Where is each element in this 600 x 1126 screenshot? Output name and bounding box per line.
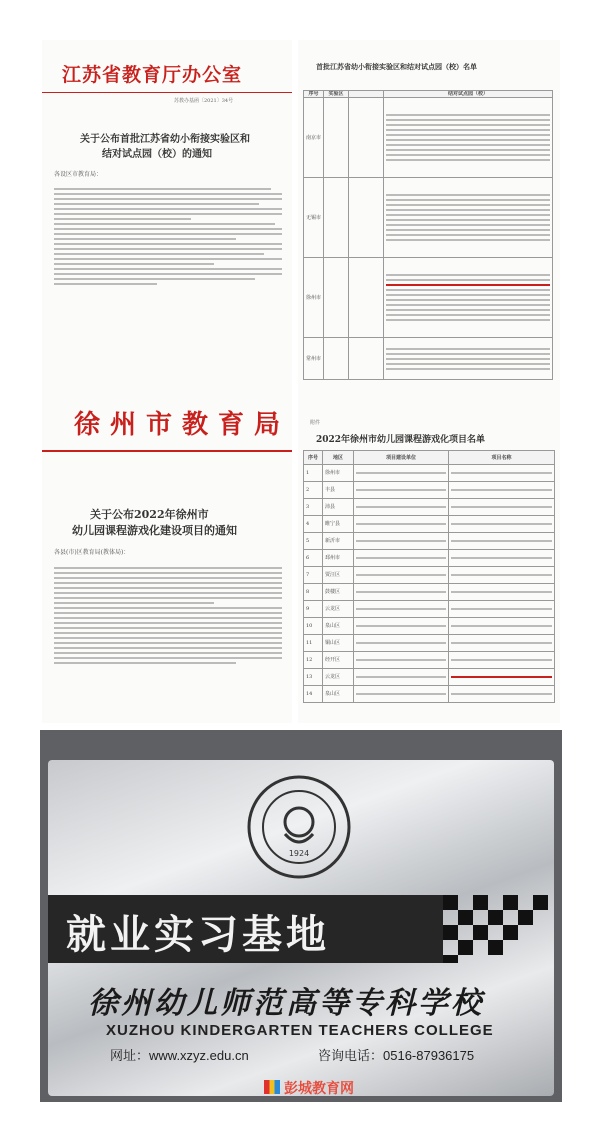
document-jiangsu-notice	[42, 40, 292, 405]
city-cell: 无锡市	[304, 178, 324, 258]
header-cell: 地区	[323, 451, 354, 465]
checker-decoration	[443, 895, 554, 963]
region-cell: 云龙区	[323, 669, 354, 686]
table-row: 4 睢宁县	[304, 516, 555, 533]
table-row	[304, 178, 553, 258]
xuzhou-list-title: 2022年徐州市幼儿园课程游戏化项目名单	[316, 435, 486, 445]
table-row: 6 邳州市	[304, 550, 555, 567]
header-cell: 项目建设单位	[354, 451, 449, 465]
school-name-en: XUZHOU KINDERGARTEN TEACHERS COLLEGE	[106, 1022, 494, 1039]
region-cell: 新沂市	[323, 533, 354, 550]
region-cell: 铜山区	[323, 635, 354, 652]
header-cell: 序号	[304, 91, 324, 98]
table-row: 12 经开区	[304, 652, 555, 669]
document-xuzhou-notice	[42, 398, 292, 723]
notice-body-text	[54, 185, 282, 288]
school-website: 网址：www.xzyz.edu.cn	[110, 1048, 249, 1063]
issuing-office-header: 江苏省教育厅办公室	[62, 64, 243, 86]
document-number: 苏教办基函〔2021〕34号	[174, 98, 234, 104]
city-cell: 南京市	[304, 98, 324, 178]
region-cell: 沛县	[323, 499, 354, 516]
table-row: 5 新沂市	[304, 533, 555, 550]
table-row: 2 丰县	[304, 482, 555, 499]
pilot-list-table	[303, 90, 553, 380]
region-cell: 经开区	[323, 652, 354, 669]
region-cell: 贾汪区	[323, 567, 354, 584]
list-title: 首批江苏省幼小衔接实验区和结对试点园（校）名单	[316, 62, 477, 71]
table-row	[304, 338, 553, 380]
table-header-row	[304, 91, 553, 98]
xuzhou-title-line-1: 关于公布2022年徐州市	[90, 508, 209, 521]
xuzhou-bureau-header: 徐州市教育局	[74, 410, 291, 440]
table-row: 10 泉山区	[304, 618, 555, 635]
school-seal-icon	[244, 772, 354, 882]
watermark-logo-icon	[264, 1080, 280, 1094]
header-cell: 序号	[304, 451, 323, 465]
region-cell: 泉山区	[323, 686, 354, 703]
plaque-photo	[40, 730, 562, 1102]
plaque-title: 就业实习基地	[66, 912, 330, 958]
project-list-table	[303, 450, 555, 703]
region-cell: 泉山区	[323, 618, 354, 635]
table-row: 1 徐州市	[304, 465, 555, 482]
header-cell: 项目名称	[449, 451, 555, 465]
table-row: 9 云龙区	[304, 601, 555, 618]
watermark-text: 彭城教育网	[284, 1081, 354, 1097]
header-cell: 结对试点园（校）	[384, 91, 553, 98]
region-cell: 睢宁县	[323, 516, 354, 533]
metal-plaque	[48, 760, 554, 1096]
table-header-row	[304, 451, 555, 465]
region-cell: 丰县	[323, 482, 354, 499]
table-row-highlighted: 13 云龙区	[304, 669, 555, 686]
notice-title-line-2: 结对试点园（校）的通知	[102, 149, 212, 160]
seal-year: 1924	[288, 849, 310, 858]
xuzhou-salutation: 各县(市)区教育局(教体局)：	[54, 549, 130, 556]
region-cell: 邳州市	[323, 550, 354, 567]
xuzhou-body-text	[54, 564, 282, 667]
notice-salutation: 各设区市教育局：	[54, 171, 103, 178]
city-cell: 常州市	[304, 338, 324, 380]
region-cell: 徐州市	[323, 465, 354, 482]
appendix-label: 附件	[310, 420, 321, 426]
region-cell: 云龙区	[323, 601, 354, 618]
table-row	[304, 258, 553, 338]
table-row: 8 鼓楼区	[304, 584, 555, 601]
header-cell: 实验区	[324, 91, 349, 98]
school-name-cn: 徐州幼儿师范高等专科学校	[88, 986, 484, 1021]
xuzhou-title-line-2: 幼儿园课程游戏化建设项目的通知	[72, 524, 237, 537]
table-row: 14 泉山区	[304, 686, 555, 703]
table-row: 7 贾汪区	[304, 567, 555, 584]
table-row	[304, 98, 553, 178]
document-jiangsu-list	[298, 40, 560, 405]
city-cell: 徐州市	[304, 258, 324, 338]
table-row: 11 铜山区	[304, 635, 555, 652]
header-cell	[349, 91, 384, 98]
document-xuzhou-list	[298, 398, 560, 723]
header-red-rule	[42, 92, 292, 93]
school-phone: 咨询电话：0516-87936175	[318, 1048, 475, 1063]
table-row: 3 沛县	[304, 499, 555, 516]
notice-title-line-1: 关于公布首批江苏省幼小衔接实验区和	[80, 134, 250, 145]
region-cell: 鼓楼区	[323, 584, 354, 601]
bureau-red-rule	[42, 450, 292, 452]
